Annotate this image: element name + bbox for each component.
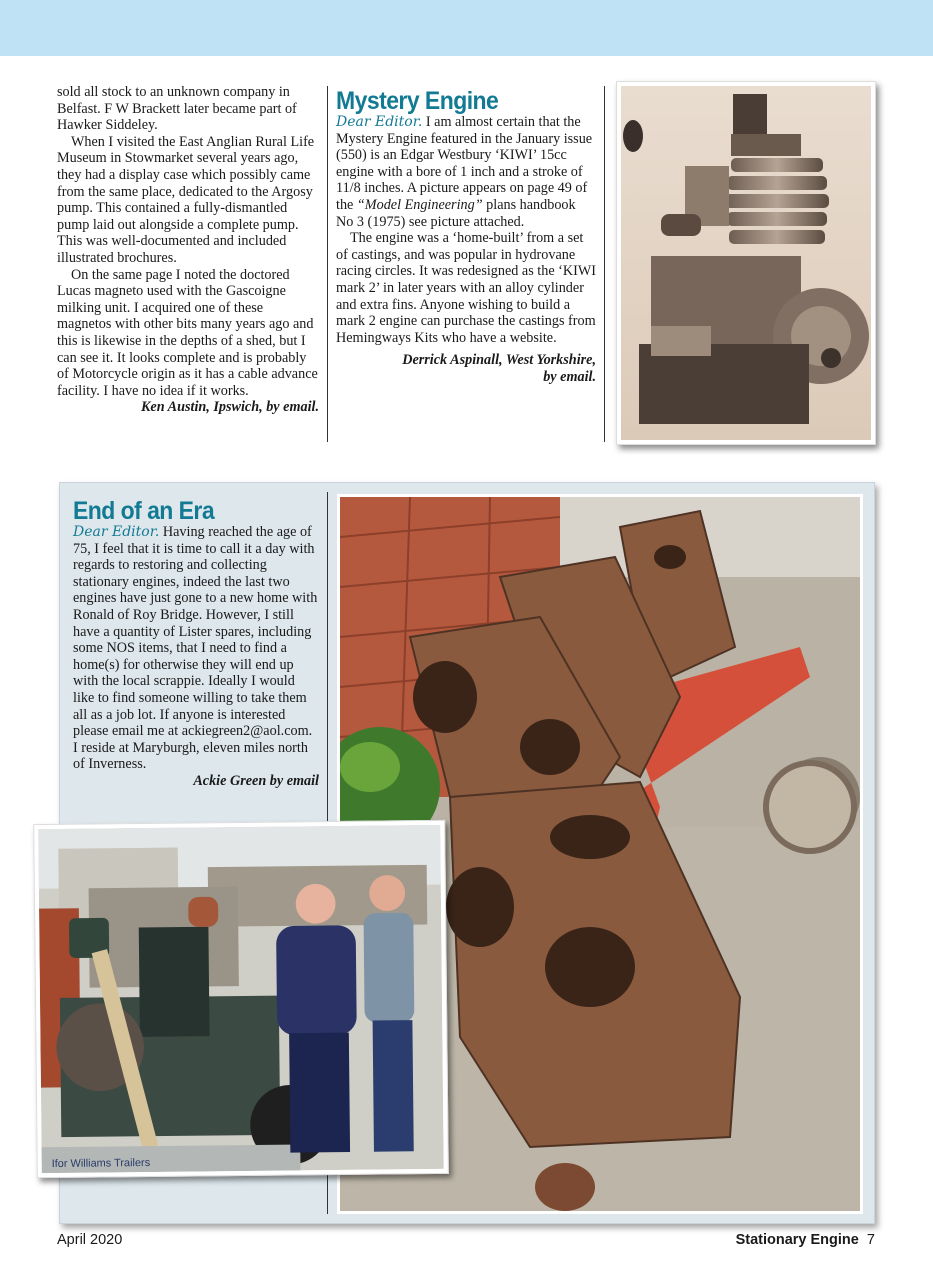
salutation: Dear Editor.	[336, 114, 423, 130]
article-headline: End of an Era	[73, 497, 215, 525]
issue-date: April 2020	[57, 1232, 123, 1248]
kiwi-engine-photo	[616, 81, 876, 445]
paragraph: sold all stock to an unknown company in Belfast. F W Brackett later became part of Hawker Siddeley.	[57, 84, 297, 134]
trailer-sign-text: Ifor Williams Trailers	[51, 1156, 151, 1171]
paragraph	[336, 114, 596, 230]
mystery-engine-letter	[336, 88, 596, 386]
text-run: plans handbook No 3 (1975) see picture attached.	[336, 196, 576, 230]
publication-title: “Model Engineering”	[356, 196, 483, 213]
text-run: Having reached the age of 75, I feel that it is time to call it a day with regards to restoring and collecting stationary engines, indeed the last two engines have just gone to a new home with Ronald of Roy Bridge. However, I still have a quantity of Lister spares, including some NOS items, that I need to find a home(s) for otherwise they will end up with the local scrappie. Ideally I would like to find someone willing to take them all as a job lot. If anyone is interested please email me at ackiegreen2@aol.com. I reside at Maryburgh, eleven miles north of Inverness.	[73, 524, 318, 773]
paragraph: The engine was a ‘home-built’ from a set of castings, and was popular in hydrovane racing circles. It was redesigned as the ‘KIWI mark 2’ in later years with an alloy cylinder and extra fins. Anyone wishing to build a mark 2 engine can purchase the castings from Hemingways Kits who have a website.	[336, 230, 596, 346]
magazine-footer	[736, 1232, 875, 1248]
letter-continuation-column	[57, 84, 319, 416]
salutation: Dear Editor.	[73, 524, 160, 540]
paragraph	[73, 524, 319, 773]
column-divider	[604, 86, 605, 442]
top-color-band	[0, 0, 933, 56]
signature: Derrick Aspinall, West Yorkshire,	[402, 352, 596, 369]
engines-on-trailer-photo	[33, 820, 449, 1178]
paragraph: On the same page I noted the doctored Lucas magneto used with the Gascoigne milking unit. I acquired one of these magnetos with other bits many years ago and this is likewise in the depths of a shed, but I can see it. It looks complete and is probably of Motorcycle origin as it has a cable advance facility. I have no idea if it works.	[57, 266, 318, 399]
article-headline: Mystery Engine	[336, 87, 499, 115]
column-divider	[327, 86, 328, 442]
magazine-name: Stationary Engine	[735, 1232, 859, 1248]
page-number: 7	[866, 1232, 875, 1248]
signature: by email.	[543, 368, 596, 385]
text-run: I am almost certain that the Mystery Engine featured in the January issue (550) is an Edgar Westbury ‘KIWI’ 15cc engine with a bore of 1 inch and a stroke of 11/8 inches. A picture appears on page 49 of the	[336, 114, 593, 213]
end-of-an-era-letter	[73, 498, 319, 790]
signature: Ackie Green by email	[193, 772, 319, 789]
signature: Ken Austin, Ipswich, by email.	[140, 399, 319, 416]
paragraph: When I visited the East Anglian Rural Life Museum in Stowmarket several years ago, they had a display case which possibly came from the same place, dedicated to the Argosy pump. This contained a fully-dismantled pump laid out alongside a complete pump. This was well-documented and included illustrated brochures.	[57, 133, 315, 266]
